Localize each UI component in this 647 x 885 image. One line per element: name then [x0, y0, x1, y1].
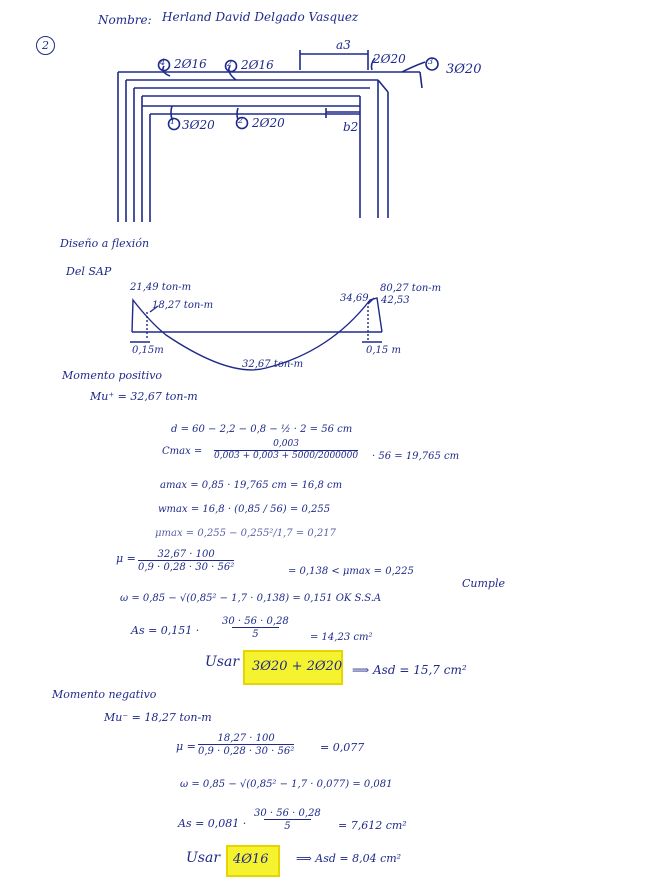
dist-left: 0,15m	[132, 345, 164, 356]
m-right-max: 80,27 ton-m	[380, 283, 442, 294]
negative-mu: Mu⁻ = 18,27 ton-m	[104, 711, 212, 724]
student-name: Herland David Delgado Vasquez	[162, 10, 359, 24]
as-pos-num: 30 · 56 · 0,28	[222, 616, 289, 627]
bar-top-right-label: 2Ø20	[373, 52, 406, 66]
as-neg-num: 30 · 56 · 0,28	[254, 808, 321, 819]
positive-title: Momento positivo	[62, 369, 163, 382]
m-left-face: 18,27 ton-m	[152, 300, 214, 311]
umax-line: μmax = 0,255 − 0,255²/1,7 = 0,217	[155, 528, 336, 539]
cumple-note: Cumple	[462, 577, 506, 590]
amax-line: amax = 0,85 · 19,765 cm = 16,8 cm	[160, 480, 343, 491]
m-positive: 32,67 ton-m	[242, 359, 304, 370]
w-pos-line: ω = 0,85 − √(0,85² − 1,7 · 0,138) = 0,151 OK S.S.A	[120, 593, 382, 604]
design-title: Diseño a flexión	[60, 237, 150, 250]
m-left-max: 21,49 ton-m	[130, 282, 192, 293]
cmax-result: · 56 = 19,765 cm	[372, 451, 460, 462]
cmax-fraction	[214, 440, 358, 462]
usar-neg-value: 4Ø16	[233, 852, 269, 867]
problem-number: 2	[36, 36, 55, 55]
as-neg-den: 5	[264, 819, 310, 832]
mu-neg-num: 18,27 · 100	[217, 733, 275, 744]
mu-pos-result: = 0,138 < μmax = 0,225	[288, 566, 414, 577]
name-label: Nombre:	[98, 13, 152, 27]
bar-top-mid-label: 2Ø16	[241, 58, 274, 72]
mu-pos-den: 0,9 · 0,28 · 30 · 56²	[138, 562, 235, 573]
as-pos-result: = 14,23 cm²	[310, 632, 373, 643]
bar-no-2-bottom: 2	[238, 116, 244, 125]
cmax-label: Cmax =	[162, 446, 203, 457]
usar-pos-label: Usar	[205, 654, 240, 670]
usar-pos-value: 3Ø20 + 2Ø20	[252, 659, 343, 674]
mu-neg-den: 0,9 · 0,28 · 30 · 56²	[198, 746, 295, 757]
cmax-num: 0,003	[273, 439, 299, 449]
mu-neg-label: μ =	[176, 740, 196, 753]
as-neg-label: As = 0,081 ·	[178, 817, 247, 830]
sap-title: Del SAP	[66, 265, 112, 278]
mu-pos-label: μ =	[116, 552, 136, 565]
dim-b2-label: b2	[343, 120, 359, 134]
bar-no-3: 3	[428, 57, 434, 66]
m-right-b: 42,53	[381, 295, 410, 306]
bar-bottom-left-label: 3Ø20	[182, 118, 215, 132]
asd-pos: ⟹ Asd = 15,7 cm²	[352, 663, 467, 677]
usar-neg-label: Usar	[186, 850, 221, 866]
d-line: d = 60 − 2,2 − 0,8 − ½ · 2 = 56 cm	[171, 424, 353, 435]
m-right-a: 34,69	[340, 293, 369, 304]
bar-no-4: 4	[160, 58, 166, 67]
bar-right-label: 3Ø20	[446, 62, 482, 77]
bar-no-2-top: 2	[227, 59, 233, 68]
dim-a3-label: a3	[336, 38, 351, 52]
mu-pos-fraction	[138, 549, 234, 573]
as-pos-den: 5	[232, 627, 278, 640]
positive-mu: Mu⁺ = 32,67 ton-m	[90, 390, 198, 403]
as-pos-label: As = 0,151 ·	[131, 624, 200, 637]
as-neg-result: = 7,612 cm²	[338, 819, 407, 832]
asd-neg: ⟹ Asd = 8,04 cm²	[296, 852, 402, 865]
w-neg-line: ω = 0,85 − √(0,85² − 1,7 · 0,077) = 0,081	[180, 779, 393, 790]
mu-neg-result: = 0,077	[320, 741, 365, 754]
mu-pos-num: 32,67 · 100	[157, 549, 215, 560]
mu-neg-fraction	[198, 733, 294, 757]
bar-bottom-mid-label: 2Ø20	[252, 116, 285, 130]
wmax-line: wmax = 16,8 · (0,85 / 56) = 0,255	[158, 504, 331, 515]
as-pos-fraction	[222, 616, 289, 640]
dist-right: 0,15 m	[366, 345, 401, 356]
negative-title: Momento negativo	[52, 688, 157, 701]
bar-no-1: 1	[170, 117, 176, 126]
as-neg-fraction	[254, 808, 321, 832]
bar-top-left-label: 2Ø16	[174, 57, 207, 71]
cmax-den: 0,003 + 0,003 + 5000/2000000	[214, 450, 359, 461]
